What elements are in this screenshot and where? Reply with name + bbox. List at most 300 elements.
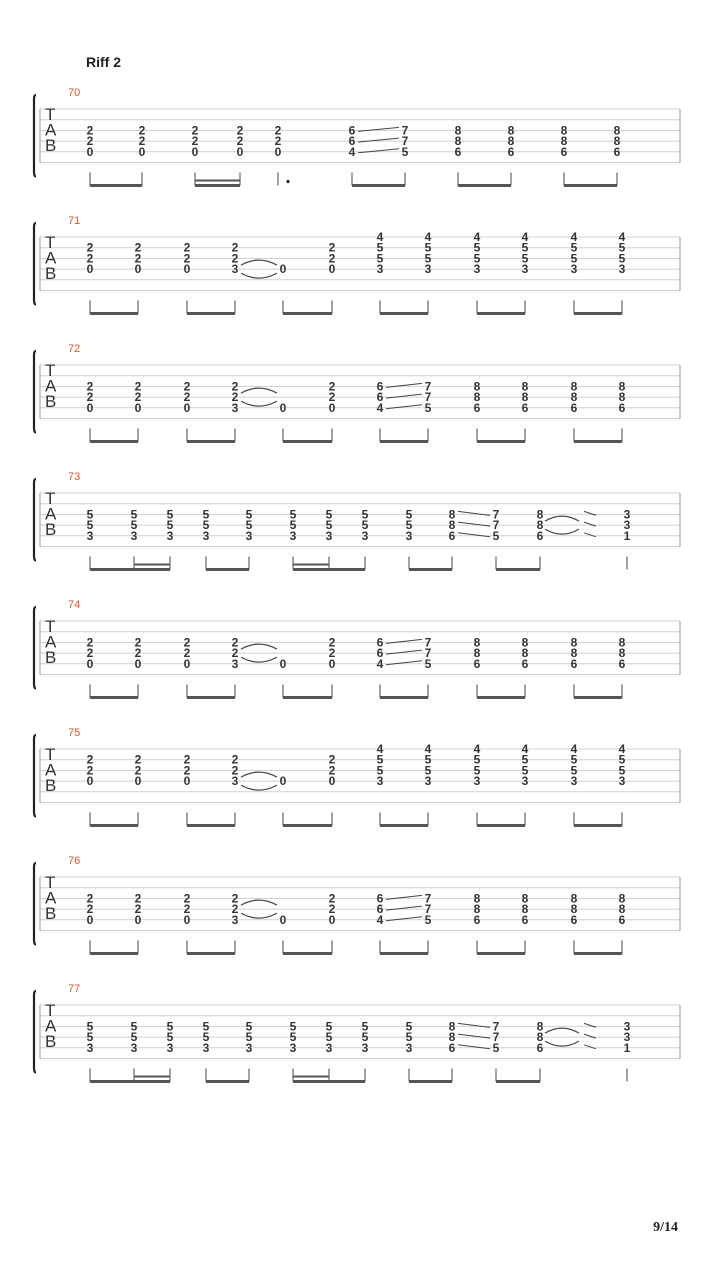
fret-number: 2	[236, 123, 244, 138]
tie-arc	[241, 657, 277, 662]
fret-number: 5	[166, 1030, 174, 1045]
fret-number: 8	[570, 902, 578, 917]
fret-number: 3	[325, 528, 333, 543]
fret-number: 4	[348, 144, 356, 159]
fret-number: 5	[245, 1019, 253, 1034]
fret-number: 0	[328, 774, 336, 789]
tab-clef-letter: B	[45, 1032, 57, 1052]
fret-number: 6	[618, 656, 626, 671]
fret-number: 5	[473, 752, 481, 767]
fret-number: 0	[86, 262, 94, 277]
fret-number: 5	[361, 1030, 369, 1045]
fret-number: 6	[507, 144, 515, 159]
fret-number: 5	[289, 1030, 297, 1045]
fret-number: 8	[536, 1030, 544, 1045]
fret-number: 2	[138, 123, 146, 138]
fret-number: 3	[521, 262, 529, 277]
fret-number: 2	[231, 902, 239, 917]
fret-number: 2	[138, 134, 146, 149]
fret-number: 0	[183, 656, 191, 671]
fret-number: 8	[618, 379, 626, 394]
fret-number: 6	[560, 144, 568, 159]
fret-number: 6	[521, 400, 529, 415]
bar-number: 70	[68, 87, 81, 99]
fret-number: 5	[361, 1019, 369, 1034]
system-brace	[34, 223, 36, 305]
fret-number: 2	[231, 635, 239, 650]
fret-number: 2	[183, 390, 191, 405]
fret-number: 2	[183, 763, 191, 778]
fret-number: 5	[405, 518, 413, 533]
fret-number: 4	[376, 400, 384, 415]
fret-number: 0	[86, 144, 94, 159]
fret-number: 5	[289, 507, 297, 522]
fret-number: 8	[618, 902, 626, 917]
fret-number: 5	[492, 528, 500, 543]
fret-number: 2	[328, 763, 336, 778]
fret-number: 8	[521, 891, 529, 906]
fret-number: 8	[570, 646, 578, 661]
fret-number: 2	[191, 134, 199, 149]
tie-arc	[545, 516, 579, 521]
tie-arc	[545, 1041, 579, 1046]
tab-clef-letter: A	[45, 760, 57, 780]
fret-number: 4	[570, 230, 578, 244]
fret-number: 8	[448, 1030, 456, 1045]
fret-number: 3	[166, 1040, 174, 1055]
fret-number: 5	[618, 752, 626, 767]
fret-number: 6	[473, 656, 481, 671]
fret-number: 2	[86, 379, 94, 394]
tab-clef-letter: B	[45, 136, 57, 156]
fret-number: 6	[448, 1040, 456, 1055]
fret-number: 1	[623, 528, 631, 543]
fret-number: 6	[348, 134, 356, 149]
fret-number: 2	[86, 902, 94, 917]
fret-number: 2	[86, 891, 94, 906]
fret-number: 2	[86, 123, 94, 138]
fret-number: 8	[570, 390, 578, 405]
fret-number: 2	[183, 379, 191, 394]
fret-number: 2	[328, 240, 336, 255]
fret-number: 3	[86, 1040, 94, 1055]
system-brace	[34, 991, 36, 1073]
fret-number: 5	[618, 251, 626, 266]
fret-number: 8	[448, 518, 456, 533]
fret-number: 6	[536, 1040, 544, 1055]
fret-number: 0	[328, 656, 336, 671]
fret-number: 3	[202, 528, 210, 543]
fret-number: 3	[405, 1040, 413, 1055]
fret-number: 4	[473, 742, 481, 756]
fret-number: 7	[492, 1019, 500, 1034]
tab-clef-letter: B	[45, 264, 57, 284]
fret-number: 2	[134, 635, 142, 650]
fret-number: 4	[521, 230, 529, 244]
fret-number: 2	[231, 390, 239, 405]
fret-number: 3	[618, 774, 626, 789]
fret-number: 6	[570, 912, 578, 927]
page-number: 9/14	[653, 1220, 678, 1235]
fret-number: 3	[202, 1040, 210, 1055]
bar-number: 74	[68, 599, 81, 611]
fret-number: 5	[166, 507, 174, 522]
fret-number: 2	[86, 635, 94, 650]
fret-number: 7	[424, 646, 432, 661]
fret-number: 6	[473, 912, 481, 927]
fret-number: 8	[521, 635, 529, 650]
tab-clef-letter: T	[45, 233, 56, 252]
fret-number: 7	[424, 891, 432, 906]
fret-number: 5	[521, 763, 529, 778]
fret-number: 2	[134, 902, 142, 917]
fret-number: 2	[328, 251, 336, 266]
fret-number: 0	[183, 400, 191, 415]
fret-number: 3	[361, 1040, 369, 1055]
fret-number: 2	[328, 379, 336, 394]
fret-number: 5	[570, 240, 578, 255]
system-brace	[34, 607, 36, 689]
fret-number: 5	[86, 518, 94, 533]
fret-number: 8	[507, 123, 515, 138]
fret-number: 3	[424, 262, 432, 277]
fret-number: 3	[570, 774, 578, 789]
fret-number: 8	[473, 646, 481, 661]
tab-clef-letter: B	[45, 904, 57, 924]
fret-number: 2	[231, 891, 239, 906]
fret-number: 8	[473, 635, 481, 650]
fret-number: 3	[618, 262, 626, 277]
fret-number: 3	[570, 262, 578, 277]
fret-number: 2	[274, 134, 282, 149]
fret-number: 2	[191, 123, 199, 138]
fret-number: 2	[328, 902, 336, 917]
tab-clef-letter: T	[45, 873, 56, 892]
tab-clef-letter: T	[45, 745, 56, 764]
fret-number: 6	[376, 390, 384, 405]
fret-number: 2	[86, 251, 94, 266]
fret-number: 2	[328, 891, 336, 906]
system-brace	[34, 863, 36, 945]
fret-number: 3	[473, 774, 481, 789]
fret-number: 2	[183, 902, 191, 917]
fret-number: 0	[86, 774, 94, 789]
fret-number: 7	[424, 902, 432, 917]
fret-number: 6	[348, 123, 356, 138]
fret-number: 6	[521, 912, 529, 927]
fret-number: 5	[166, 518, 174, 533]
tie-arc	[241, 772, 277, 777]
fret-number: 4	[618, 742, 626, 756]
system-brace	[34, 479, 36, 561]
fret-number: 5	[405, 507, 413, 522]
fret-number: 5	[202, 507, 210, 522]
tab-clef-letter: A	[45, 632, 57, 652]
fret-number: 3	[623, 507, 631, 522]
fret-number: 5	[130, 518, 138, 533]
fret-number: 4	[376, 656, 384, 671]
fret-number: 6	[570, 400, 578, 415]
fret-number: 3	[424, 774, 432, 789]
fret-number: 5	[424, 912, 432, 927]
tab-clef-letter: T	[45, 105, 56, 124]
fret-number: 8	[613, 134, 621, 149]
fret-number: 5	[424, 752, 432, 767]
fret-number: 5	[130, 1019, 138, 1034]
tie-arc	[241, 644, 277, 649]
fret-number: 4	[570, 742, 578, 756]
fret-number: 5	[521, 240, 529, 255]
fret-number: 5	[424, 240, 432, 255]
fret-number: 0	[86, 912, 94, 927]
fret-number: 5	[473, 763, 481, 778]
fret-number: 6	[448, 528, 456, 543]
fret-number: 2	[134, 891, 142, 906]
fret-number: 0	[279, 912, 287, 927]
fret-number: 2	[274, 123, 282, 138]
fret-number: 3	[473, 262, 481, 277]
fret-number: 5	[405, 1019, 413, 1034]
fret-number: 0	[279, 262, 287, 277]
fret-number: 0	[134, 912, 142, 927]
fret-number: 8	[473, 379, 481, 394]
fret-number: 0	[274, 144, 282, 159]
fret-number: 2	[134, 763, 142, 778]
fret-number: 6	[613, 144, 621, 159]
fret-number: 8	[448, 1019, 456, 1034]
fret-number: 8	[570, 891, 578, 906]
tie-arc	[241, 785, 277, 790]
fret-number: 4	[376, 230, 384, 244]
fret-number: 2	[231, 763, 239, 778]
fret-number: 8	[521, 379, 529, 394]
fret-number: 2	[183, 635, 191, 650]
fret-number: 5	[405, 1030, 413, 1045]
fret-number: 3	[231, 656, 239, 671]
fret-number: 8	[618, 891, 626, 906]
tie-arc	[241, 273, 277, 278]
fret-number: 5	[376, 240, 384, 255]
tab-clef-letter: T	[45, 489, 56, 508]
fret-number: 8	[507, 134, 515, 149]
fret-number: 6	[570, 656, 578, 671]
tie-arc	[545, 1028, 579, 1033]
tab-clef-letter: B	[45, 648, 57, 668]
fret-number: 0	[236, 144, 244, 159]
fret-number: 6	[521, 656, 529, 671]
fret-number: 3	[521, 774, 529, 789]
fret-number: 4	[376, 742, 384, 756]
fret-number: 2	[183, 251, 191, 266]
fret-number: 3	[376, 774, 384, 789]
fret-number: 3	[231, 400, 239, 415]
fret-number: 8	[570, 379, 578, 394]
fret-number: 3	[245, 1040, 253, 1055]
tab-clef-letter: A	[45, 376, 57, 396]
fret-number: 6	[454, 144, 462, 159]
fret-number: 5	[245, 518, 253, 533]
fret-number: 5	[570, 251, 578, 266]
bar-number: 73	[68, 471, 81, 483]
tie-arc	[241, 388, 277, 393]
fret-number: 2	[86, 763, 94, 778]
fret-number: 2	[134, 646, 142, 661]
fret-number: 4	[473, 230, 481, 244]
fret-number: 3	[623, 518, 631, 533]
fret-number: 2	[231, 752, 239, 767]
bar-number: 75	[68, 727, 81, 739]
fret-number: 8	[473, 390, 481, 405]
fret-number: 6	[376, 891, 384, 906]
fret-number: 6	[376, 646, 384, 661]
fret-number: 2	[86, 240, 94, 255]
fret-number: 5	[325, 507, 333, 522]
fret-number: 2	[328, 752, 336, 767]
fret-number: 8	[560, 123, 568, 138]
fret-number: 6	[376, 902, 384, 917]
bar-number: 76	[68, 855, 81, 867]
fret-number: 0	[328, 912, 336, 927]
fret-number: 4	[376, 912, 384, 927]
fret-number: 3	[289, 528, 297, 543]
system-brace	[34, 95, 36, 177]
fret-number: 6	[376, 635, 384, 650]
tie-arc	[241, 900, 277, 905]
fret-number: 5	[521, 752, 529, 767]
fret-number: 8	[618, 646, 626, 661]
fret-number: 5	[376, 763, 384, 778]
tie-arc	[241, 260, 277, 265]
fret-number: 8	[618, 635, 626, 650]
fret-number: 0	[328, 262, 336, 277]
fret-number: 2	[183, 752, 191, 767]
fret-number: 5	[424, 656, 432, 671]
fret-number: 4	[618, 230, 626, 244]
fret-number: 5	[130, 1030, 138, 1045]
fret-number: 3	[130, 528, 138, 543]
section-title: Riff 2	[86, 54, 121, 70]
fret-number: 5	[202, 1019, 210, 1034]
fret-number: 5	[521, 251, 529, 266]
tab-clef-letter: A	[45, 1016, 57, 1036]
fret-number: 8	[521, 902, 529, 917]
fret-number: 5	[289, 518, 297, 533]
fret-number: 2	[231, 379, 239, 394]
fret-number: 8	[473, 891, 481, 906]
tie-arc	[545, 529, 579, 534]
fret-number: 5	[325, 1019, 333, 1034]
fret-number: 3	[166, 528, 174, 543]
fret-number: 7	[424, 390, 432, 405]
fret-number: 8	[536, 518, 544, 533]
fret-number: 5	[86, 507, 94, 522]
fret-number: 8	[521, 390, 529, 405]
fret-number: 2	[86, 390, 94, 405]
fret-number: 5	[401, 144, 409, 159]
fret-number: 5	[570, 752, 578, 767]
fret-number: 2	[183, 646, 191, 661]
fret-number: 5	[361, 518, 369, 533]
fret-number: 0	[183, 912, 191, 927]
tab-clef-letter: A	[45, 504, 57, 524]
fret-number: 5	[570, 763, 578, 778]
fret-number: 8	[536, 1019, 544, 1034]
bar-number: 77	[68, 983, 81, 995]
fret-number: 6	[618, 912, 626, 927]
fret-number: 6	[376, 379, 384, 394]
fret-number: 4	[424, 230, 432, 244]
fret-number: 0	[134, 400, 142, 415]
tab-clef-letter: T	[45, 1001, 56, 1020]
fret-number: 8	[448, 507, 456, 522]
tab-clef-letter: T	[45, 361, 56, 380]
fret-number: 7	[401, 134, 409, 149]
fret-number: 2	[328, 635, 336, 650]
tab-clef-letter: B	[45, 392, 57, 412]
tie-arc	[241, 401, 277, 406]
fret-number: 2	[86, 752, 94, 767]
fret-number: 3	[231, 774, 239, 789]
fret-number: 7	[492, 518, 500, 533]
fret-number: 5	[289, 1019, 297, 1034]
fret-number: 5	[376, 251, 384, 266]
fret-number: 6	[473, 400, 481, 415]
fret-number: 8	[560, 134, 568, 149]
fret-number: 6	[536, 528, 544, 543]
fret-number: 3	[376, 262, 384, 277]
fret-number: 5	[130, 507, 138, 522]
fret-number: 2	[134, 390, 142, 405]
fret-number: 2	[183, 240, 191, 255]
fret-number: 5	[618, 763, 626, 778]
fret-number: 0	[191, 144, 199, 159]
fret-number: 5	[166, 1019, 174, 1034]
bar-number: 71	[68, 215, 81, 227]
fret-number: 2	[134, 251, 142, 266]
fret-number: 3	[231, 912, 239, 927]
fret-number: 0	[134, 262, 142, 277]
fret-number: 8	[454, 134, 462, 149]
bar-number: 72	[68, 343, 81, 355]
fret-number: 4	[521, 742, 529, 756]
fret-number: 8	[618, 390, 626, 405]
fret-number: 2	[231, 251, 239, 266]
fret-number: 2	[134, 752, 142, 767]
tab-clef-letter: A	[45, 248, 57, 268]
fret-number: 2	[231, 646, 239, 661]
system-brace	[34, 735, 36, 817]
fret-number: 5	[424, 763, 432, 778]
fret-number: 2	[328, 646, 336, 661]
fret-number: 5	[245, 1030, 253, 1045]
fret-number: 3	[245, 528, 253, 543]
fret-number: 3	[289, 1040, 297, 1055]
fret-number: 0	[328, 400, 336, 415]
fret-number: 8	[521, 646, 529, 661]
fret-number: 8	[536, 507, 544, 522]
fret-number: 5	[376, 752, 384, 767]
fret-number: 0	[134, 656, 142, 671]
tab-clef-letter: T	[45, 617, 56, 636]
fret-number: 2	[86, 134, 94, 149]
fret-number: 3	[623, 1019, 631, 1034]
fret-number: 2	[236, 134, 244, 149]
fret-number: 0	[183, 774, 191, 789]
fret-number: 4	[424, 742, 432, 756]
fret-number: 2	[134, 379, 142, 394]
fret-number: 2	[231, 240, 239, 255]
fret-number: 6	[618, 400, 626, 415]
